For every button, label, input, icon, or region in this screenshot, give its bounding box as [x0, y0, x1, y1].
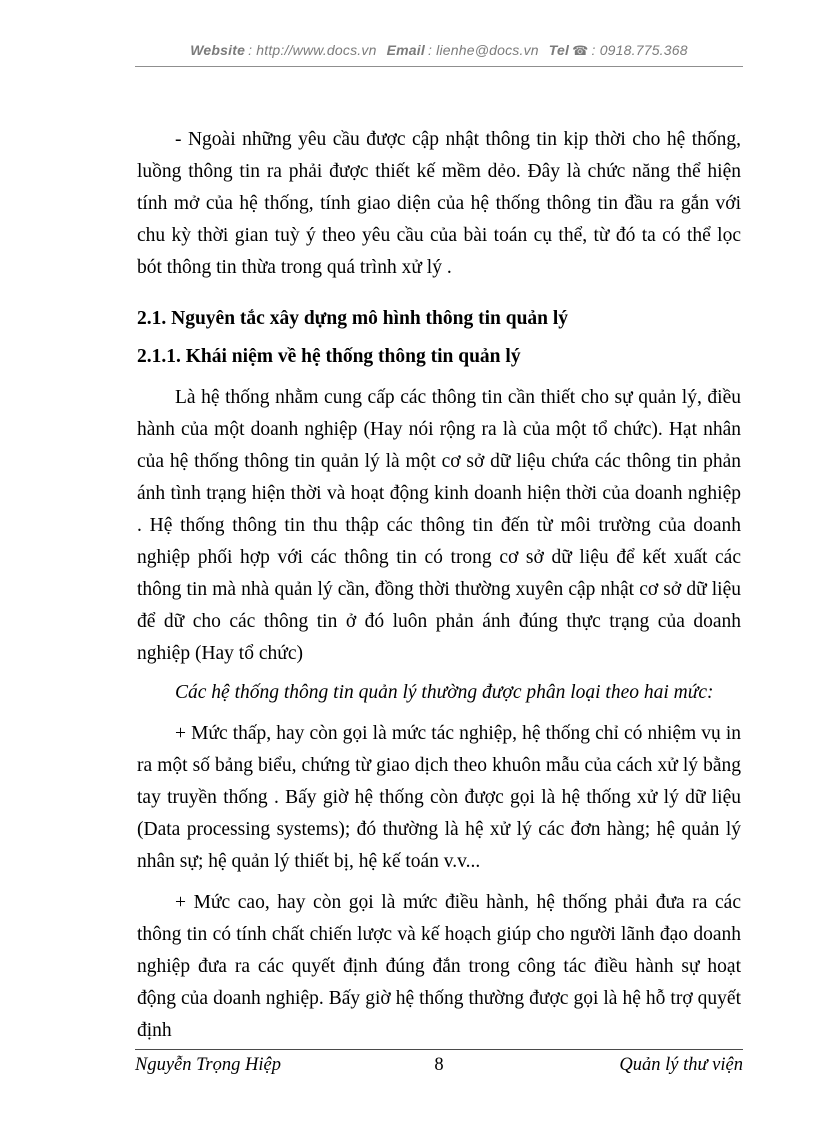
paragraph-classification-intro: Các hệ thống thông tin quản lý thường được phân loại theo hai mức: [175, 682, 714, 703]
phone-icon: ☎ [572, 43, 589, 58]
page-header [135, 42, 743, 67]
tel-label: Tel [548, 42, 570, 58]
tel-value: : 0918.775.368 [591, 42, 688, 58]
website-value: : http://www.docs.vn [248, 42, 377, 58]
paragraph-intro: - Ngoài những yêu cầu được cập nhật thông tin kịp thời cho hệ thống, luồng thông tin ra phải được thiết kế mềm dẻo. Đây là chức năng thể hiện tính mở của hệ thống, tính giao diện của hệ thống thông tin đầu ra gắn với chu kỳ thời gian tuỳ ý theo yêu cầu của bài toán cụ thể, từ đó ta có thể lọc bót thông tin thừa trong quá trình xử lý . [137, 129, 741, 278]
footer-document-title: Quản lý thư viện [619, 1055, 743, 1075]
page-footer [135, 1049, 743, 1077]
paragraph-low-level: + Mức thấp, hay còn gọi là mức tác nghiệp, hệ thống chỉ có nhiệm vụ in ra một số bảng biểu, chứng từ giao dịch theo khuôn mẫu của cách xử lý bằng tay truyền thống . Bấy giờ hệ thống còn được gọi là hệ thống xử lý dữ liệu (Data processing systems); đó thường là hệ xử lý các đơn hàng; hệ quản lý nhân sự; hệ quản lý thiết bị, hệ kế toán v.v... [137, 723, 741, 872]
section-heading-2-1: 2.1. Nguyên tắc xây dựng mô hình thông tin quản lý [137, 308, 569, 329]
section-heading-2-1-1: 2.1.1. Khái niệm về hệ thống thông tin quản lý [137, 346, 521, 367]
paragraph-definition: Là hệ thống nhằm cung cấp các thông tin cần thiết cho sự quản lý, điều hành của một doanh nghiệp (Hay nói rộng ra là của một tổ chức). Hạt nhân của hệ thống thông tin quản lý là một cơ sở dữ liệu chứa các thông tin phản ánh tình trạng hiện thời và hoạt động kinh doanh hiện thời của doanh nghiệp . Hệ thống thông tin thu thập các thông tin đến từ môi trường của doanh nghiệp phối hợp với các thông tin có trong cơ sở dữ liệu để kết xuất các thông tin mà nhà quản lý cần, đồng thời thường xuyên cập nhật cơ sở dữ liệu để dữ cho các thông tin ở đó luôn phản ánh đúng thực trạng của doanh nghiệp (Hay tổ chức) [137, 387, 741, 664]
paragraph-high-level: + Mức cao, hay còn gọi là mức điều hành, hệ thống phải đưa ra các thông tin có tính chất chiến lược và kế hoạch giúp cho người lãnh đạo doanh nghiệp đưa ra các quyết định đúng đắn trong công tác điều hành sự hoạt động của doanh nghiệp. Bấy giờ hệ thống thường được gọi là hệ hỗ trợ quyết định [137, 892, 741, 1041]
footer-author: Nguyễn Trọng Hiệp [135, 1055, 281, 1075]
website-label: Website [190, 42, 246, 58]
document-body [137, 124, 741, 1047]
email-label: Email [386, 42, 425, 58]
email-value: : lienhe@docs.vn [427, 42, 539, 58]
page-number: 8 [434, 1055, 444, 1075]
